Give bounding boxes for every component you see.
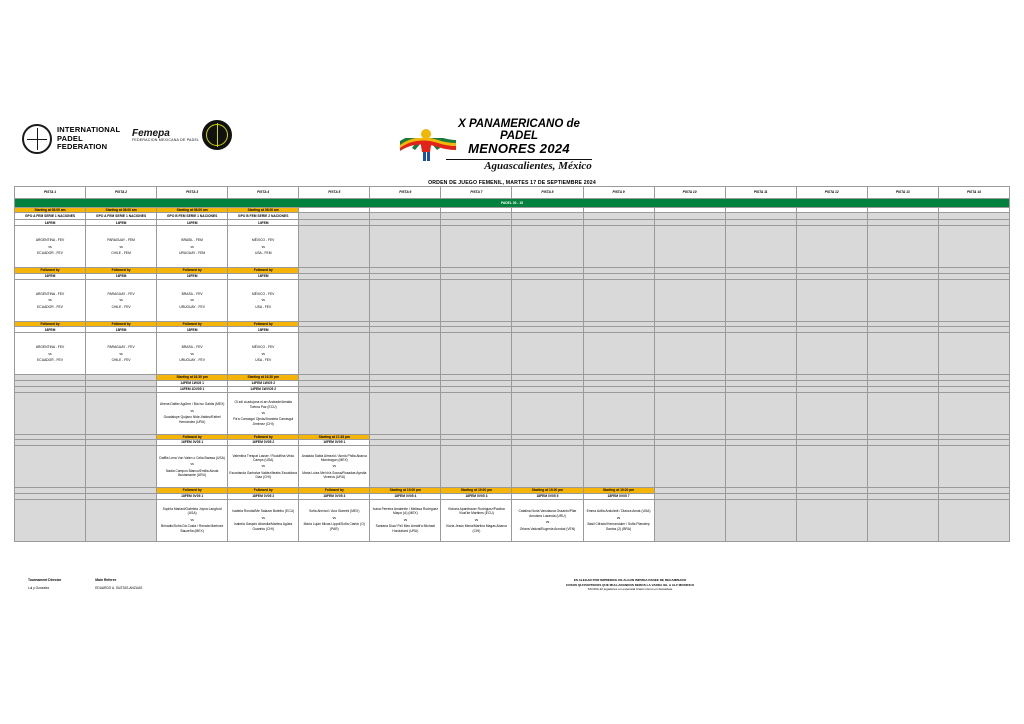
- empty-cell: [725, 499, 796, 541]
- court-header-8: PISTA 8: [512, 187, 583, 199]
- team-a: Dafflis Lena Von Valen o Celia Barasa (USA): [159, 455, 225, 460]
- followed-by-c3: Followed by: [157, 434, 228, 439]
- followed-by-c2: Followed by: [86, 268, 157, 273]
- block1-group-row: [15, 213, 1010, 220]
- femepa-ball-icon: [202, 120, 232, 150]
- team-b: CHILE - FEV: [111, 304, 131, 309]
- vs-label: vs: [190, 462, 194, 467]
- empty-cell: [15, 446, 86, 488]
- empty-cell: [370, 392, 441, 434]
- empty-cell: [583, 279, 654, 321]
- vs-label: vs: [119, 244, 123, 249]
- empty-cell: [370, 333, 441, 375]
- empty-cell: [299, 333, 370, 375]
- sub-label-c2: 14FEM: [86, 220, 157, 226]
- match-cell[interactable]: [15, 333, 86, 375]
- empty-cell: [512, 333, 583, 375]
- category-band: PADEL 30 - 15: [15, 199, 1010, 208]
- empty-cell: [867, 213, 938, 220]
- court-header-11: PISTA 11: [725, 187, 796, 199]
- group-label-c4: GPO B FEM SERIE 2 NACIONES: [228, 213, 299, 220]
- court-header-7: PISTA 7: [441, 187, 512, 199]
- category-label-c9: 18FEM 0V05 7: [583, 493, 654, 499]
- femepa-logo-text: [132, 128, 199, 143]
- footer-note-2: COSOS QUI PARTEDOS QUE MULLARANDOS DEBOS LA VADDA IGL A ALZ MODIFICO: [565, 582, 695, 587]
- block4-match-row: [15, 392, 1010, 434]
- team-b: Basil Cifrado/Hernanduler / Sofia Planderp Santos (2) (BRA): [587, 522, 650, 531]
- team-a: PARAGUAY - FEV: [107, 345, 135, 350]
- empty-cell: [796, 446, 867, 488]
- match-cell[interactable]: [299, 499, 370, 541]
- page-header: [0, 118, 1024, 180]
- empty-cell: [583, 226, 654, 268]
- match-cell[interactable]: [299, 446, 370, 488]
- team-b: Orlana Vadzal/Eugenia Arzobai (VEN): [519, 526, 576, 531]
- category-label-c4: 18FEM 0V05 2: [228, 493, 299, 499]
- team-b: URUGUAY - FEM: [179, 251, 206, 256]
- empty-cell: [512, 213, 583, 220]
- empty-cell: [725, 333, 796, 375]
- event-logo: [400, 118, 600, 174]
- event-title-line-2: MENORES 2024: [468, 141, 570, 157]
- empty-cell: [370, 446, 441, 488]
- document-title: ORDEN DE JUEGO FEMENIL, MARTES 17 DE SEPTIEMBRE 2024: [428, 180, 596, 186]
- court-header-13: PISTA 13: [867, 187, 938, 199]
- padel-ball-icon: [22, 124, 52, 154]
- sub-label-c3: 14FEM: [157, 220, 228, 226]
- empty-cell: [725, 279, 796, 321]
- vs-label: vs: [190, 298, 194, 303]
- team-b: CHILE - FEM: [111, 251, 131, 256]
- empty-cell: [583, 213, 654, 220]
- empty-cell: [654, 499, 725, 541]
- empty-cell: [370, 213, 441, 220]
- flags-swoosh-icon: [400, 138, 456, 152]
- match-cell[interactable]: [157, 446, 228, 488]
- team-a: MÉXICO - FEV: [252, 345, 275, 350]
- followed-by-c3: Followed by: [157, 268, 228, 273]
- empty-cell: [441, 446, 512, 488]
- empty-cell: [299, 226, 370, 268]
- empty-cell: [938, 213, 1009, 220]
- team-a: Analada Sabia Almezid / Annia Philla Abarca Mondragon (MEX): [301, 453, 367, 463]
- team-a: PARAGUAY - FEM: [107, 238, 135, 243]
- match-cell[interactable]: [512, 499, 583, 541]
- empty-cell: [938, 446, 1009, 488]
- footer-notes: [430, 578, 830, 592]
- empty-cell: [583, 446, 654, 488]
- empty-cell: [441, 213, 512, 220]
- tournament-director-block: [28, 578, 61, 590]
- empty-cell: [796, 392, 867, 434]
- footer-note-3: TACRIA 42 jugadores en espera/al brasil mismo en llamativas: [587, 587, 673, 592]
- empty-cell: [867, 446, 938, 488]
- match-cell[interactable]: [228, 333, 299, 375]
- followed-by-c4: Followed by: [228, 321, 299, 326]
- match-cell[interactable]: [86, 279, 157, 321]
- followed-by-c3: Followed by: [157, 488, 228, 493]
- team-b: USA - FEM: [254, 251, 272, 256]
- match-cell[interactable]: [370, 499, 441, 541]
- block1-match-row: [15, 226, 1010, 268]
- empty-cell: [441, 392, 512, 434]
- team-a: BRASIL - FEV: [181, 345, 203, 350]
- team-b: Guadalupe Quijano Nide-Valdez/Esthel Hernández (URU): [163, 415, 221, 424]
- start-time-c4: Starting at 16.30 pm: [228, 375, 299, 380]
- team-a: ARGENTINA - FEV: [35, 291, 65, 296]
- match-cell[interactable]: [228, 392, 299, 434]
- sub-label-c1: 18FEM: [15, 327, 86, 333]
- match-cell[interactable]: [228, 499, 299, 541]
- empty-cell: [796, 333, 867, 375]
- court-header-12: PISTA 12: [796, 187, 867, 199]
- team-a: Catalina Noria Vanolausa Ossanto/Pilar Amoisea Lusanda (URU): [518, 509, 577, 518]
- team-b: Vioria Jesús Mena/Martina Magas Abarca (CHI): [445, 524, 507, 533]
- empty-cell: [654, 333, 725, 375]
- empty-cell: [299, 392, 370, 434]
- empty-cell: [15, 392, 86, 434]
- team-b: Brinadis/Sofía Da Costa / Renata Martínez Bauzeña (MEX): [161, 524, 224, 533]
- start-time-c7: Starting at 19.00 pm: [441, 488, 512, 493]
- vs-label: vs: [261, 351, 265, 356]
- vs-label: vs: [403, 517, 407, 522]
- vs-label: vs: [616, 515, 621, 520]
- category-label-c4: 16FEM 0V05 2: [228, 440, 299, 446]
- empty-cell: [654, 213, 725, 220]
- empty-cell: [583, 392, 654, 434]
- empty-cell: [15, 499, 86, 541]
- court-header-9: PISTA 9: [583, 187, 654, 199]
- empty-cell: [299, 279, 370, 321]
- schedule-table-wrapper: [14, 186, 1010, 542]
- block5-match-row: [15, 446, 1010, 488]
- team-b: USA - FEV: [255, 304, 272, 309]
- match-cell[interactable]: [157, 392, 228, 434]
- main-referee-block: [95, 578, 142, 590]
- court-header-3: PISTA 3: [157, 187, 228, 199]
- sub-label-c3: 16FEM: [157, 273, 228, 279]
- empty-cell: [867, 499, 938, 541]
- empty-cell: [86, 446, 157, 488]
- team-a: Ahena Dallier Agüirre / Bia Iso Galdis (MEX): [159, 402, 225, 407]
- court-header-4: PISTA 4: [228, 187, 299, 199]
- team-a: Emma Avilla Anduledt / Dianza Amak (USA): [586, 509, 651, 514]
- block2-match-row: [15, 279, 1010, 321]
- sub-label-c4: 14FEM: [228, 220, 299, 226]
- team-a: Valentina Trespat Lasser / Rodolfina Veda Camps (USA): [232, 453, 294, 463]
- empty-cell: [512, 446, 583, 488]
- femepa-name: Femepa: [132, 127, 170, 139]
- start-time-c8: Starting at 19.00 pm: [512, 488, 583, 493]
- tournament-director-value: Lui y Gonzalez: [28, 586, 50, 590]
- team-b: Nadia Campos Blanco/Emilia Alzola Bustamante (URU): [165, 468, 219, 478]
- sub-label-c4: 14FEM 1WVO5 2: [228, 386, 299, 392]
- category-label-c3: 14FEM 1WO5 1: [157, 380, 228, 386]
- main-referee-label: Main Referee: [95, 578, 117, 582]
- followed-by-c1: Followed by: [15, 321, 86, 326]
- sub-label-c2: 18FEM: [86, 327, 157, 333]
- match-cell[interactable]: [157, 226, 228, 268]
- empty-cell: [299, 213, 370, 220]
- followed-by-c4: Followed by: [228, 488, 299, 493]
- empty-cell: [441, 226, 512, 268]
- match-cell[interactable]: [157, 333, 228, 375]
- match-cell[interactable]: [157, 499, 228, 541]
- vs-label: vs: [119, 298, 123, 303]
- sub-label-c2: 16FEM: [86, 273, 157, 279]
- vs-label: vs: [48, 298, 52, 303]
- empty-cell: [867, 226, 938, 268]
- vs-label: vs: [190, 351, 194, 356]
- vs-label: vs: [190, 517, 194, 522]
- empty-cell: [441, 279, 512, 321]
- empty-cell: [583, 333, 654, 375]
- team-a: ARGENTINA - FEV: [35, 238, 65, 243]
- followed-by-c2: Followed by: [86, 321, 157, 326]
- vs-label: vs: [261, 244, 265, 249]
- category-label-c3: 18FEM 0V05 1: [157, 493, 228, 499]
- category-label-c3: 16FEM 0V05 1: [157, 440, 228, 446]
- vs-label: vs: [332, 464, 336, 469]
- empty-cell: [441, 333, 512, 375]
- footer-note-1: ES ALEGAR POR IMPREDICE DE ALGUN IMPIZEA PADEE DE RECAMBIADO: [573, 578, 687, 582]
- group-label-c3: GPO B FEM SERIE 1 NACIONES: [157, 213, 228, 220]
- vs-label: vs: [48, 351, 52, 356]
- event-location: Aguascalientes, México: [446, 159, 592, 172]
- team-a: MÉXICO - FEV: [252, 238, 275, 243]
- sub-label-c3: 18FEM: [157, 327, 228, 333]
- empty-cell: [725, 446, 796, 488]
- sub-label-c1: 16FEM: [15, 273, 86, 279]
- team-a: PARAGUAY - FEV: [107, 291, 135, 296]
- team-a: Ivana Ferreira Amabrele / Melissa Rodríguez Mayor (A) (MEX): [372, 507, 439, 516]
- empty-cell: [938, 226, 1009, 268]
- empty-cell: [725, 226, 796, 268]
- court-header-2: PISTA 2: [86, 187, 157, 199]
- team-b: ECUADOR - FEV: [37, 304, 63, 309]
- match-cell[interactable]: [228, 226, 299, 268]
- match-cell[interactable]: [86, 333, 157, 375]
- femepa-logo: [132, 120, 232, 150]
- sub-label-c4: 16FEM: [228, 273, 299, 279]
- empty-cell: [654, 279, 725, 321]
- empty-cell: [86, 499, 157, 541]
- start-time-c6: Starting at 19.00 pm: [370, 488, 441, 493]
- group-label-c2: GPO A FEM SERIE 1 NACIONES: [86, 213, 157, 220]
- category-band-row: [15, 199, 1010, 208]
- team-b: ECUADOR - FEV: [37, 251, 63, 256]
- followed-by-c5: Followed by: [299, 488, 370, 493]
- vs-label: vs: [190, 408, 194, 413]
- vs-label: vs: [119, 351, 123, 356]
- team-b: Maria Luisa Me'ch'a Sousa/Rosadas Ayedia Viveiros (URU): [302, 470, 367, 480]
- empty-cell: [654, 446, 725, 488]
- empty-cell: [370, 226, 441, 268]
- ipf-line-1: INTERNATIONAL: [57, 125, 121, 135]
- team-a: Isabela Rondal/Me Salazar Botelho (ECU): [232, 509, 295, 514]
- team-a: Sophia Mariani/Gabriela Joyna Langford (USA): [162, 507, 222, 516]
- followed-by-c4: Followed by: [228, 434, 299, 439]
- start-time-c9: Starting at 19.00 pm: [583, 488, 654, 493]
- ipf-logo: [22, 124, 120, 154]
- footer-officials: [28, 578, 328, 590]
- empty-cell: [867, 279, 938, 321]
- empty-cell: [725, 213, 796, 220]
- empty-cell: [796, 279, 867, 321]
- team-a: MÉXICO - FEV: [252, 291, 275, 296]
- match-cell[interactable]: [228, 279, 299, 321]
- ipf-logo-text: [57, 126, 120, 152]
- team-b: URUGUAY - FEV: [179, 304, 205, 309]
- team-b: USA - FEV: [255, 358, 272, 363]
- team-b: Escarlanda Garhalva Valdez/Ileabs Escaldona Diaz (CHI): [229, 470, 297, 480]
- vs-label: vs: [190, 244, 194, 249]
- empty-cell: [725, 392, 796, 434]
- team-a: Ol.zdi ai-adujona ei arr Andrade/Amalia Torbna Paz (ECU): [234, 400, 292, 409]
- group-label-c1: GPO A FEM SERIE 1 NACIONES: [15, 213, 86, 220]
- team-b: Isabela Gaspiro Abarolla/Martina Agüira Guarinto (CHI): [234, 522, 293, 531]
- sub-label-c4: 18FEM: [228, 327, 299, 333]
- tournament-director-label: Tournament Director: [28, 578, 62, 582]
- start-time-c1: Starting at 08.00 am: [15, 208, 86, 213]
- vs-label: vs: [261, 298, 265, 303]
- category-label-c5: 16FEM 0V05 1: [299, 440, 370, 446]
- team-a: BRASIL - FEV: [181, 291, 203, 296]
- empty-cell: [512, 226, 583, 268]
- category-label-c4: 14FEM 1WO5 2: [228, 380, 299, 386]
- court-header-14: PISTA 14: [938, 187, 1009, 199]
- start-time-c3: Starting at 16.30 pm: [157, 375, 228, 380]
- team-b: ECUADOR - FEV: [37, 358, 63, 363]
- empty-cell: [796, 226, 867, 268]
- vs-label: vs: [474, 517, 479, 522]
- category-label-c5: 18FEM 0V05 3: [299, 493, 370, 499]
- team-b: Maria Luján Mivas Lippol/Sofia Ciartín (O) (PAR): [303, 522, 365, 531]
- empty-cell: [938, 279, 1009, 321]
- followed-by-c1: Followed by: [15, 268, 86, 273]
- vs-label: vs: [545, 520, 550, 525]
- ipf-line-2: PADEL: [57, 133, 83, 143]
- empty-cell: [938, 392, 1009, 434]
- match-cell[interactable]: [441, 499, 512, 541]
- empty-cell: [654, 226, 725, 268]
- empty-cell: [512, 392, 583, 434]
- court-header-5: PISTA 5: [299, 187, 370, 199]
- vs-label: vs: [261, 515, 265, 520]
- empty-cell: [654, 392, 725, 434]
- empty-cell: [512, 279, 583, 321]
- match-cell[interactable]: [15, 226, 86, 268]
- start-time-c4: Starting at 08.00 am: [228, 208, 299, 213]
- schedule-table: [14, 186, 1010, 542]
- femepa-subtitle: FEDERACION MEXICANA DE PADEL: [132, 137, 200, 142]
- empty-cell: [867, 392, 938, 434]
- start-time-c5: Starting at 17.45 pm: [299, 434, 370, 439]
- empty-cell: [796, 499, 867, 541]
- court-header-1: PISTA 1: [15, 187, 86, 199]
- category-label-c6: 18FEM 0V05 4: [370, 493, 441, 499]
- match-cell[interactable]: [157, 279, 228, 321]
- sub-label-c1: 14FEM: [15, 220, 86, 226]
- followed-by-c3: Followed by: [157, 321, 228, 326]
- category-label-c7: 18FEM 0V05 3: [441, 493, 512, 499]
- team-b: Pa'a Carrasgul Ojeda/Jhanieta Carrasgul Jiménez (CHI): [233, 417, 294, 426]
- sub-label-c3: 14FEM 1DV05 1: [157, 386, 228, 392]
- empty-cell: [370, 279, 441, 321]
- team-a: BRASIL - FEM: [181, 238, 203, 243]
- vs-label: vs: [261, 411, 265, 416]
- court-header-6: PISTA 6: [370, 187, 441, 199]
- team-b: URUGUAY - FEV: [179, 358, 205, 363]
- team-a: Victoria Apanitrauer Rodríguez/Paolina Viusl'ke Martines (ECU): [448, 507, 505, 516]
- team-b: CHILE - FEV: [111, 358, 131, 363]
- block3-match-row: [15, 333, 1010, 375]
- followed-by-c4: Followed by: [228, 268, 299, 273]
- start-time-c3: Starting at 08.00 am: [157, 208, 228, 213]
- vs-label: vs: [332, 515, 336, 520]
- start-time-c2: Starting at 08.00 am: [86, 208, 157, 213]
- match-cell[interactable]: [583, 499, 654, 541]
- court-header-row: [15, 187, 1010, 199]
- empty-cell: [867, 333, 938, 375]
- team-b: Santana Díaz/ Pa'l Meu Amabl'a Michael Hondalumi (URU): [375, 524, 436, 533]
- block6-match-row: [15, 499, 1010, 541]
- empty-cell: [938, 333, 1009, 375]
- category-label-c8: 18FEM 0V05 5: [512, 493, 583, 499]
- main-referee-value: EDUARDO A. SUSTAS-ANZUAS: [95, 586, 143, 590]
- match-cell[interactable]: [86, 226, 157, 268]
- empty-cell: [86, 392, 157, 434]
- empty-cell: [796, 213, 867, 220]
- match-cell[interactable]: [228, 446, 299, 488]
- vs-label: vs: [261, 464, 265, 469]
- team-a: ARGENTINA - FEV: [35, 345, 65, 350]
- vs-label: vs: [48, 244, 52, 249]
- court-header-10: PISTA 10: [654, 187, 725, 199]
- event-title-line-1: X PANAMERICANO de PADEL: [458, 118, 580, 143]
- empty-cell: [938, 499, 1009, 541]
- ipf-line-3: FEDERATION: [57, 142, 108, 152]
- match-cell[interactable]: [15, 279, 86, 321]
- team-a: Sofia Ahrnizd / Ana Glareini (MEX): [309, 509, 360, 514]
